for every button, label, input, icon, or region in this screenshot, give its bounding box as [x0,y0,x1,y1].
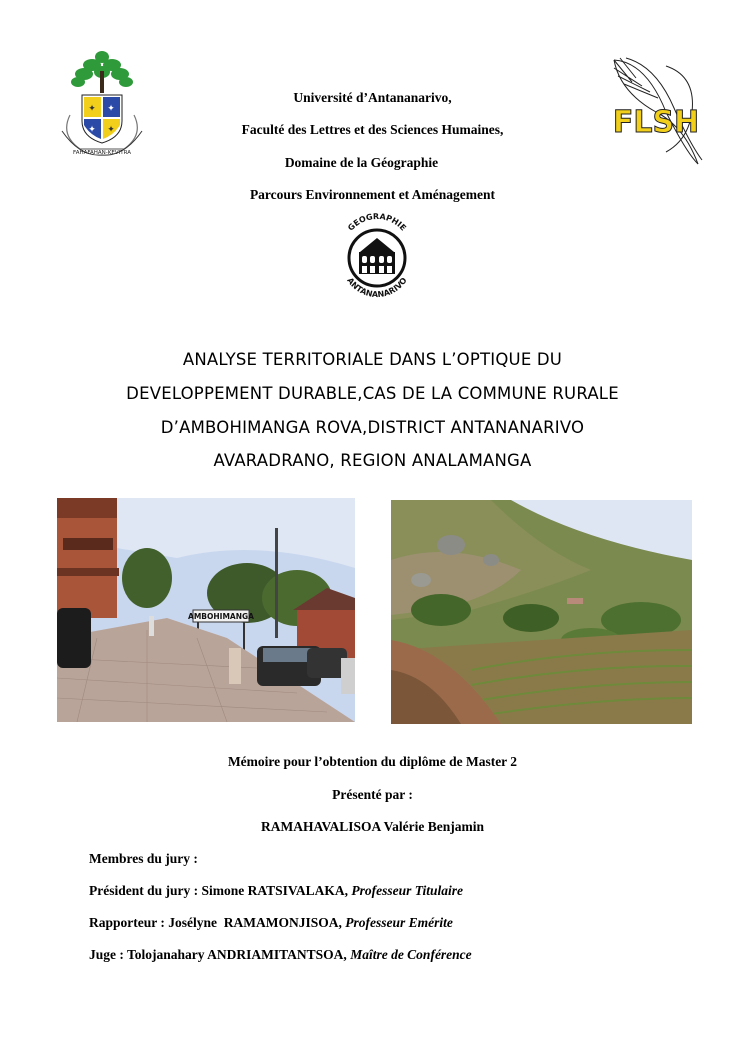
hillside-terraces-photo [391,500,692,724]
geography-logo-bottom-text: ANTANANARIVO [345,276,409,300]
jury-role: Président du jury : [89,883,202,898]
thesis-title-line-1: ANALYSE TERRITORIALE DANS L’OPTIQUE DU [182,350,563,369]
jury-member-name: Tolojanahary ANDRIAMITANTSOA, [127,947,351,962]
course-name: Parcours Environnement et Aménagement [249,187,496,202]
flsh-faculty-logo [606,52,706,172]
thesis-title-line-3: D’AMBOHIMANGA ROVA,DISTRICT ANTANANARIVO [160,418,585,437]
svg-text:✦: ✦ [88,124,96,134]
svg-text:✦: ✦ [107,124,115,134]
author-name: RAMAHAVALISOA Valérie Benjamin [260,819,485,834]
flsh-logo-text: FLSH [612,105,700,140]
jury-role: Rapporteur : [89,915,169,930]
jury-heading-text: Membres du jury : [89,851,198,866]
jury-heading [89,851,198,867]
geography-department-logo [330,208,424,302]
jury-member-title: Professeur Titulaire [351,883,464,898]
presented-by-label: Présenté par : [332,787,413,802]
svg-text:✦: ✦ [88,103,96,113]
domain-name: Domaine de la Géographie [284,155,439,170]
thesis-title-line-4: AVARADRANO, REGION ANALAMANGA [213,451,532,470]
jury-member-name: Josélyne RAMAMONJISOA, [168,915,346,930]
faculty-name: Faculté des Lettres et des Sciences Humaines, [241,122,504,137]
ambohimanga-sign-text: AMBOHIMANGA [188,612,254,621]
university-name: Université d’Antananarivo, [293,90,452,105]
thesis-title-line-2: DEVELOPPEMENT DURABLE,CAS DE LA COMMUNE RURALE [126,384,619,403]
jury-member-title: Maître de Conférence [350,947,472,962]
svg-text:✦: ✦ [107,103,115,113]
jury-member-title: Professeur Emérite [345,915,453,930]
university-motto: FAHAFAHAN-KEVITRA [73,150,131,156]
jury-member-rapporteur [89,915,453,931]
jury-member-president [89,883,463,899]
jury-role: Juge : [89,947,128,962]
ambohimanga-village-photo [57,498,355,722]
geography-logo-top-text: GEOGRAPHIE [346,211,408,233]
thesis-purpose: Mémoire pour l’obtention du diplôme de Master 2 [227,754,518,769]
jury-member-judge [89,947,472,963]
jury-member-name: Simone RATSIVALAKA, [201,883,352,898]
